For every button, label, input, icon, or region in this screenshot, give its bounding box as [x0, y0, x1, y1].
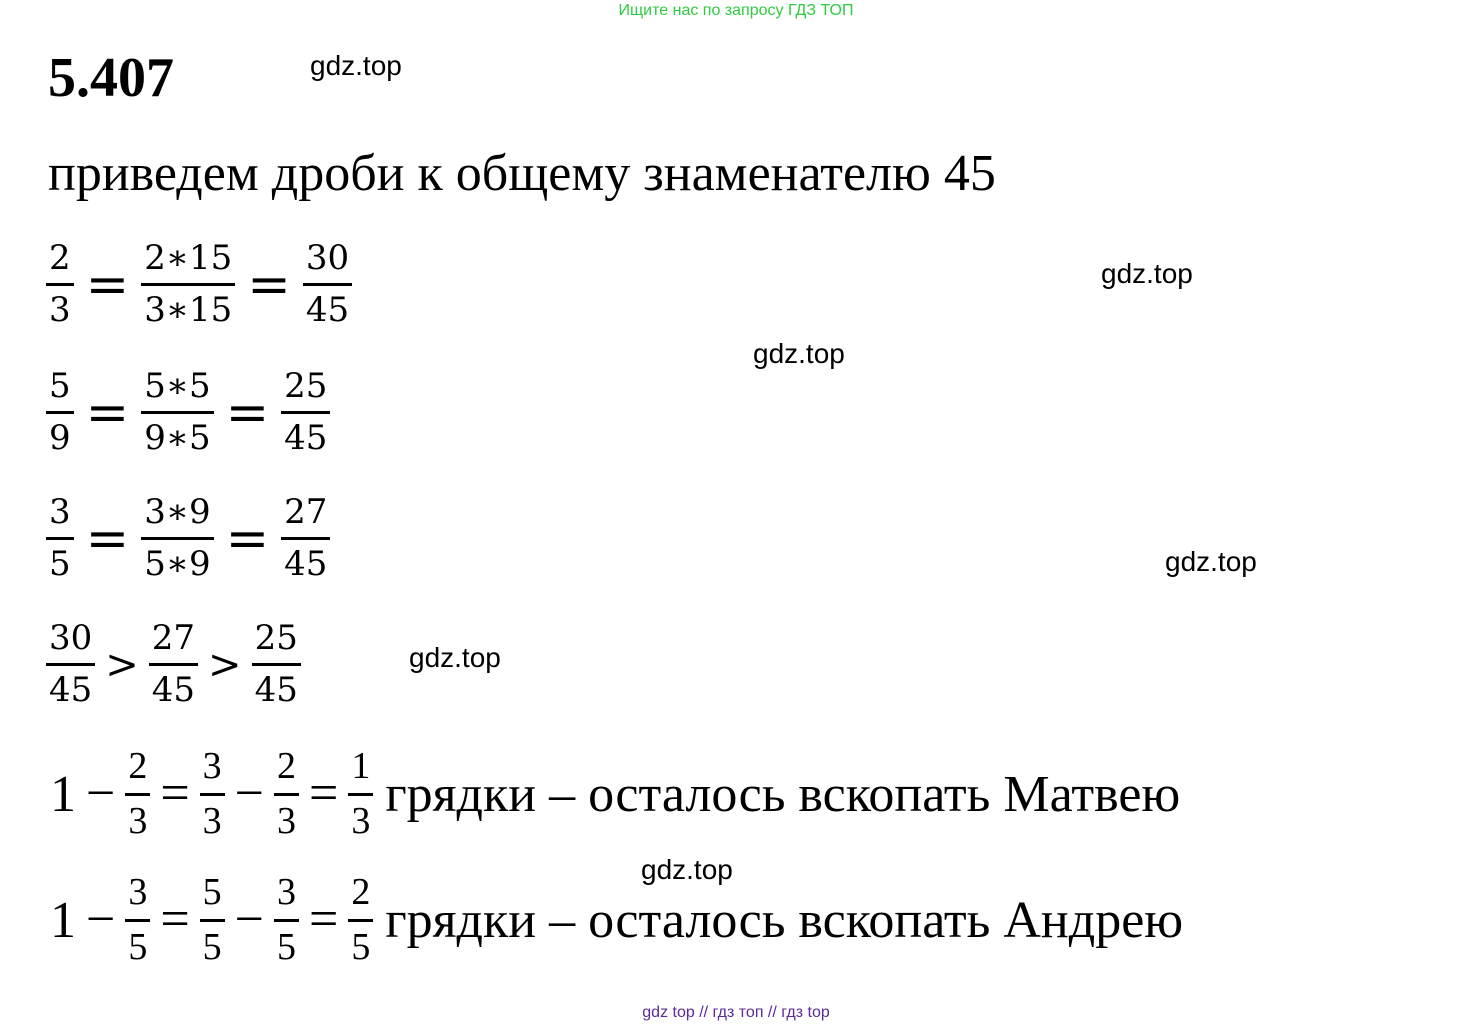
equals-sign: =: [160, 765, 190, 823]
comparison: [46, 620, 301, 710]
denominator: 9: [49, 418, 71, 459]
denominator: 45: [49, 670, 93, 711]
numerator: 5: [49, 366, 71, 406]
intro-text: приведем дроби к общему знаменателю 45: [48, 145, 996, 202]
equals-sign: =: [225, 382, 270, 443]
denominator: 9∗5: [144, 418, 211, 459]
numerator: 3: [128, 871, 148, 913]
greater-than-sign: >: [105, 641, 139, 688]
fraction: [141, 494, 213, 584]
denominator: 45: [254, 670, 298, 711]
denominator: 45: [284, 544, 328, 585]
fraction: [281, 494, 330, 584]
denominator: 3: [351, 799, 371, 842]
equals-sign: =: [85, 508, 130, 569]
numerator: 27: [151, 618, 196, 658]
fraction: [281, 368, 330, 458]
fraction: [303, 240, 352, 330]
one: 1: [50, 765, 76, 823]
denominator: 5: [128, 925, 148, 968]
answer-text: грядки – осталось вскопать Андрею: [385, 891, 1184, 949]
equals-sign: =: [308, 765, 339, 823]
minus-sign: −: [86, 765, 116, 823]
watermark: gdz.top: [1101, 258, 1193, 289]
numerator: 2: [351, 871, 371, 913]
minus-sign: −: [86, 891, 116, 949]
fraction: [348, 872, 373, 969]
one: 1: [50, 891, 76, 949]
numerator: 25: [284, 366, 328, 406]
denominator: 3: [276, 799, 296, 842]
numerator: 2: [276, 745, 296, 787]
equals-sign: =: [308, 891, 339, 949]
denominator: 3: [49, 290, 71, 331]
footer-links[interactable]: gdz top // гдз топ // гдз top: [642, 1004, 830, 1021]
numerator: 3: [49, 492, 71, 532]
fraction: [200, 746, 225, 843]
denominator: 5∗9: [144, 544, 211, 585]
fraction: [274, 746, 299, 843]
equals-sign: =: [160, 891, 190, 949]
numerator: 2∗15: [144, 238, 233, 278]
fraction: [141, 368, 213, 458]
andrey-line: [50, 872, 1183, 969]
matvey-line: [50, 746, 1180, 843]
fraction: [274, 872, 299, 969]
answer-text: грядки – осталось вскопать Матвею: [385, 765, 1181, 823]
denominator: 5: [351, 925, 371, 968]
numerator: 3: [276, 871, 296, 913]
fraction: [200, 872, 225, 969]
fraction: [125, 746, 150, 843]
denominator: 45: [284, 418, 328, 459]
search-banner: Ищите нас по запросу ГДЗ ТОП: [618, 2, 854, 19]
watermark: gdz.top: [641, 854, 733, 885]
numerator: 2: [128, 745, 148, 787]
equation-5-9: [46, 368, 330, 458]
equation-3-5: [46, 494, 330, 584]
numerator: 25: [254, 618, 298, 658]
denominator: 3: [202, 799, 222, 842]
numerator: 2: [49, 238, 71, 278]
equals-sign: =: [225, 508, 270, 569]
denominator: 3: [128, 799, 148, 842]
minus-sign: −: [234, 891, 264, 949]
minus-sign: −: [234, 765, 264, 823]
denominator: 5: [276, 925, 296, 968]
watermark: gdz.top: [1165, 546, 1257, 577]
numerator: 1: [351, 745, 371, 787]
fraction: [141, 240, 235, 330]
numerator: 27: [284, 492, 328, 532]
watermark: gdz.top: [409, 642, 501, 673]
equals-sign: =: [85, 254, 130, 315]
watermark: gdz.top: [310, 50, 402, 81]
fraction: [46, 494, 74, 584]
denominator: 45: [305, 290, 350, 331]
fraction: [46, 620, 95, 710]
equals-sign: =: [247, 254, 291, 315]
equation-2-3: [46, 240, 352, 330]
watermark: gdz.top: [753, 338, 845, 369]
denominator: 5: [49, 544, 71, 585]
numerator: 30: [49, 618, 93, 658]
fraction: [348, 746, 373, 843]
equals-sign: =: [85, 382, 130, 443]
denominator: 5: [202, 925, 222, 968]
numerator: 30: [305, 238, 350, 278]
fraction: [46, 240, 74, 330]
numerator: 3∗9: [144, 492, 211, 532]
denominator: 3∗15: [144, 290, 233, 331]
task-number: 5.407: [48, 47, 174, 109]
numerator: 5: [202, 871, 222, 913]
fraction: [149, 620, 198, 710]
fraction: [46, 368, 74, 458]
denominator: 45: [151, 670, 196, 711]
greater-than-sign: >: [208, 641, 242, 688]
fraction: [252, 620, 301, 710]
numerator: 5∗5: [144, 366, 211, 406]
fraction: [125, 872, 150, 969]
numerator: 3: [202, 745, 222, 787]
